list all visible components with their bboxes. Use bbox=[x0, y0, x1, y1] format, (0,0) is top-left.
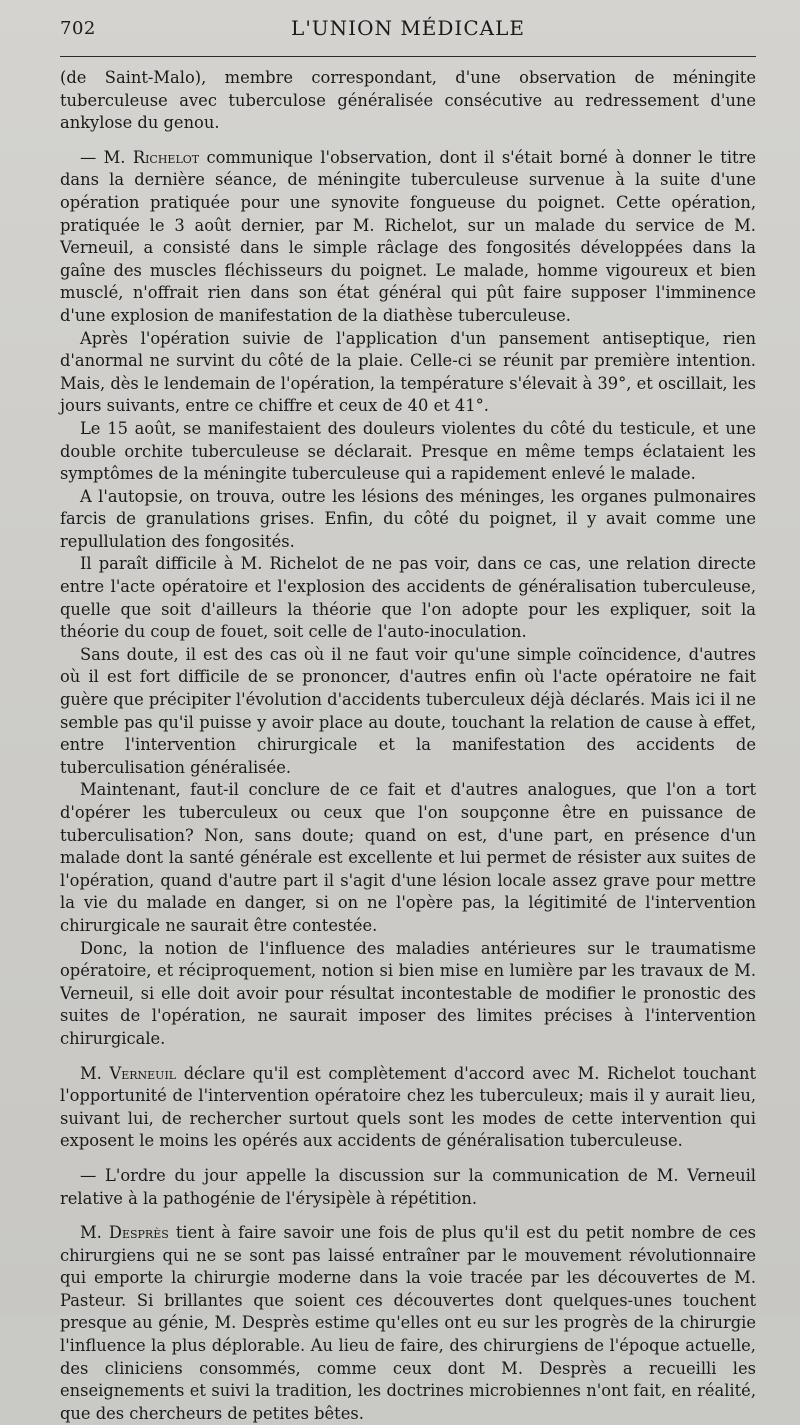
paragraph bbox=[60, 147, 756, 328]
speaker-name: Desprès bbox=[108, 1223, 169, 1243]
paragraph bbox=[60, 1165, 756, 1210]
article-body bbox=[60, 67, 756, 1425]
paragraph bbox=[60, 644, 756, 780]
paragraph-text: Maintenant, faut-il conclure de ce fait et d'autres analogues, que l'on a tort d'opérer les tuberculeux ou ceux que l'on soupçonne être en puissance de tuberculisation? Non, sans doute; quand on est, d'une part, en présence d'un malade dont la santé générale est excellente et lui permet de résister aux suites de l'opération, quand d'autre part il s'agit d'une lésion locale assez grave pour mettre la vie du malade en danger, si on ne l'opère pas, la légitimité de l'intervention chirurgicale ne saurait être contestée. bbox=[60, 780, 756, 935]
paragraph-text: (de Saint-Malo), membre correspondant, d'une observation de méningite tuberculeuse avec tuberculose généralisée consécutive au redressement d'une ankylose du genou. bbox=[60, 68, 756, 133]
running-title: L'UNION MÉDICALE bbox=[291, 16, 525, 40]
paragraph bbox=[60, 67, 756, 135]
paragraph-text: Sans doute, il est des cas où il ne faut voir qu'une simple coïncidence, d'autres où il est fort difficile de se prononcer, d'autres enfin où l'acte opératoire ne fait guère que précipiter l'évolution d'accidents tuberculeux déjà déclarés. Mais ici il ne semble pas qu'il puisse y avoir place au doute, touchant la relation de cause à effet, entre l'intervention chirurgicale et la manifestation des accidents de tuberculisation généralisée. bbox=[60, 644, 756, 777]
speaker-name: Verneuil bbox=[109, 1063, 177, 1083]
paragraph bbox=[60, 938, 756, 1051]
paragraph bbox=[60, 1222, 756, 1425]
paragraph bbox=[60, 328, 756, 418]
paragraph-text: A l'autopsie, on trouva, outre les lésions des méninges, les organes pulmonaires farcis de granulations grises. Enfin, du côté du poignet, il y avait comme une repullulation des fongosités. bbox=[60, 486, 756, 551]
paragraph bbox=[60, 779, 756, 937]
paragraph bbox=[60, 1063, 756, 1153]
paragraph-text: Après l'opération suivie de l'application d'un pansement antiseptique, rien d'anormal ne survint du côté de la plaie. Celle-ci se réunit par première intention. Mais, dès le lendemain de l'opération, la température s'élevait à 39°, et oscillait, les jours suivants, entre ce chiffre et ceux de 40 et 41°. bbox=[60, 328, 756, 416]
paragraph bbox=[60, 418, 756, 486]
page-header bbox=[60, 14, 756, 42]
page-number: 702 bbox=[60, 18, 96, 39]
paragraph-text: Le 15 août, se manifestaient des douleurs violentes du côté du testicule, et une double orchite tuberculeuse se déclarait. Presque en même temps éclataient les symptômes de la méningite tuberculeuse qui a rapidement enlevé le malade. bbox=[60, 418, 756, 484]
paragraph-text: tient à faire savoir une fois de plus qu'il est du petit nombre de ces chirurgiens qui ne se sont pas laissé entraîner par le mouvement révolutionnaire qui emporte la chirurgie moderne dans la voie tracée par les découvertes de M. Pasteur. Si brillantes que soient ces découvertes dont quelques-unes touchent presque au génie, M. Desprès estime qu'elles ont eu sur les progrès de la chirurgie l'influence la plus déplorable. Au lieu de faire, des chirurgiens de l'époque actuelle, des cliniciens consommés, comme ceux dont M. Desprès a recueilli les enseignements et suivi la tradition, les doctrines microbiennes n'ont fait, en réalité, que des chercheurs de petites bêtes. bbox=[60, 1223, 756, 1423]
paragraph-text: communique l'observation, dont il s'était borné à donner le titre dans la dernière séance, de méningite tuberculeuse survenue à la suite d'une opération pratiquée pour une synovite fongueuse du poignet. Cette opération, pratiquée le 3 août dernier, par M. Richelot, sur un malade du service de M. Verneuil, a consisté dans le simple râclage des fongosités développées dans la gaîne des muscles fléchisseurs du poignet. Le malade, homme vigoureux et bien musclé, n'offrait rien dans son état général qui pût faire supposer l'imminence d'une explosion de manifestation de la diathèse tuberculeuse. bbox=[60, 147, 756, 325]
paragraph-text: Il paraît difficile à M. Richelot de ne pas voir, dans ce cas, une relation directe entre l'acte opératoire et l'explosion des accidents de généralisation tuberculeuse, quelle que soit d'ailleurs la théorie que l'on adopte pour les expliquer, soit la théorie du coup de fouet, soit celle de l'auto-inoculation. bbox=[60, 554, 756, 642]
paragraph-lead: M. bbox=[80, 1223, 109, 1243]
speaker-name: Richelot bbox=[132, 147, 200, 167]
paragraph-text: — L'ordre du jour appelle la discussion sur la communication de M. Verneuil relative à la pathogénie de l'érysipèle à répétition. bbox=[60, 1165, 756, 1208]
paragraph-text: Donc, la notion de l'influence des maladies antérieures sur le traumatisme opératoire, et réciproquement, notion si bien mise en lumière par les travaux de M. Verneuil, si elle doit avoir pour résultat incontestable de modifier le pronostic des suites de l'opération, ne saurait imposer des limites précises à l'intervention chirurgicale. bbox=[60, 938, 756, 1048]
paragraph-lead: — M. bbox=[80, 147, 133, 167]
paragraph bbox=[60, 553, 756, 643]
paragraph bbox=[60, 486, 756, 554]
paragraph-lead: M. bbox=[80, 1063, 110, 1083]
header-rule bbox=[60, 56, 756, 57]
paragraph-text: déclare qu'il est complètement d'accord avec M. Richelot touchant l'opportunité de l'intervention opératoire chez les tuberculeux; mais il y aurait lieu, suivant lui, de rechercher surtout quels sont les modes de cette intervention qui exposent le moins les opérés aux accidents de généralisation tuberculeuse. bbox=[60, 1063, 756, 1151]
